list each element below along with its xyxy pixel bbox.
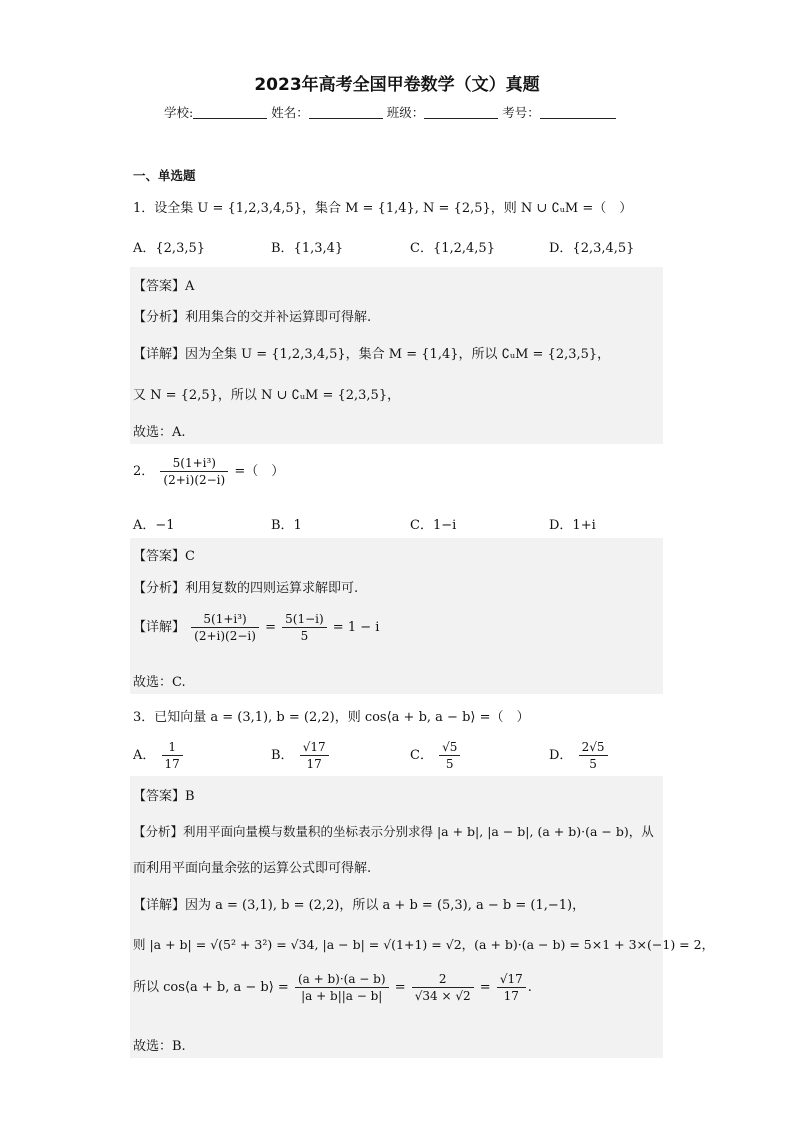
q3-option-b-fraction [300, 740, 329, 771]
q1-option-a: A．{2,3,5} [133, 241, 206, 256]
school-label: 学校: [164, 105, 194, 120]
class-blank[interactable] [424, 104, 498, 119]
q3-option-c-label: C． [410, 748, 433, 763]
q3-detail-den-1: |a + b||a − b| [301, 989, 383, 1003]
equals-sign: = [265, 620, 276, 635]
equals-sign: = [479, 980, 491, 995]
q3-detail-1: 【详解】因为 a = (3,1), b = (2,2)，所以 a + b = (5,3), a − b = (1,−1)， [133, 898, 586, 913]
q3-detail-num-2: 2 [412, 972, 474, 988]
q3-analysis-2: 而利用平面向量余弦的运算公式即可得解. [133, 861, 372, 876]
q3-option-a-den: 17 [164, 757, 180, 771]
q3-analysis-1: 【分析】利用平面向量模与数量积的坐标表示分别求得 |a + b|, |a − b|, (a + b)·(a − b)，从 [133, 824, 654, 839]
section-heading: 一、单选题 [133, 168, 196, 183]
q3-detail-den-3: 17 [503, 989, 519, 1003]
class-label: 班级： [386, 105, 425, 120]
q1-option-b: B．{1,3,4} [271, 241, 344, 256]
q2-fraction-denominator: (2+i)(2−i) [163, 473, 226, 487]
q1-option-d: D．{2,3,4,5} [549, 241, 635, 256]
q2-detail-result: = 1 − i [332, 620, 380, 635]
q3-option-b [271, 740, 331, 771]
q3-detail-3-prefix: 所以 cos⟨a + b, a − b⟩ = [133, 980, 289, 995]
q2-answer: 【答案】C [133, 549, 195, 564]
q3-option-c-num: √5 [439, 740, 460, 756]
q3-detail-num-1: (a + b)·(a − b) [295, 972, 389, 988]
q2-stem-tail: =（ ） [234, 464, 285, 479]
q3-option-d-label: D． [549, 748, 573, 763]
q2-option-d: D．1+i [549, 518, 596, 533]
q3-detail-3 [133, 972, 532, 1003]
equals-sign: = [394, 980, 406, 995]
q3-option-d-fraction [579, 740, 608, 771]
q3-detail-3-period: . [527, 980, 532, 995]
q3-detail-den-2: √34 × √2 [414, 989, 471, 1003]
q2-detail-num-1: 5(1+i³) [191, 612, 259, 628]
page-title: 2023年高考全国甲卷数学（文）真题 [254, 75, 540, 95]
q3-option-d [549, 740, 610, 771]
q2-number: 2． [133, 464, 155, 479]
q3-option-c-fraction [439, 740, 460, 771]
q3-option-c-den: 5 [445, 757, 454, 771]
q2-detail [133, 612, 379, 643]
q3-option-a-fraction [162, 740, 183, 771]
q3-stem: 3．已知向量 a = (3,1), b = (2,2)，则 cos⟨a + b, a − b⟩ =（ ） [133, 710, 530, 725]
q3-option-c [410, 740, 462, 771]
q1-detail-2: 又 N = {2,5}，所以 N ∪ ∁ᵤM = {2,3,5}， [133, 388, 401, 403]
q3-option-a [133, 740, 185, 771]
q3-option-a-label: A． [133, 748, 156, 763]
q3-detail-num-3: √17 [497, 972, 526, 988]
q1-choice: 故选：A. [133, 425, 186, 440]
q1-answer: 【答案】A [133, 279, 195, 294]
q3-option-b-num: √17 [300, 740, 329, 756]
q2-detail-den-2: 5 [300, 629, 309, 643]
name-blank[interactable] [309, 104, 383, 119]
q3-choice: 故选：B. [133, 1039, 186, 1054]
q3-option-d-num: 2√5 [579, 740, 608, 756]
q2-option-c: C．1−i [410, 518, 457, 533]
q3-solution-block [130, 776, 663, 1058]
q1-detail-1: 【详解】因为全集 U = {1,2,3,4,5}，集合 M = {1,4}，所以 ∁ᵤM = {2,3,5}， [133, 347, 611, 362]
q3-answer: 【答案】B [133, 789, 195, 804]
q1-analysis: 【分析】利用集合的交并补运算即可得解. [133, 310, 372, 325]
q2-detail-num-2: 5(1−i) [282, 612, 327, 628]
q2-detail-fraction-1 [191, 612, 259, 643]
q3-detail-fraction-2 [412, 972, 474, 1003]
q1-stem: 1．设全集 U = {1,2,3,4,5}，集合 M = {1,4}, N = {2,5}，则 N ∪ ∁ᵤM =（ ） [133, 201, 633, 216]
q2-detail-den-1: (2+i)(2−i) [194, 629, 256, 643]
q2-detail-fraction-2 [282, 612, 327, 643]
q3-option-a-num: 1 [162, 740, 183, 756]
q2-fraction [160, 456, 228, 487]
q3-option-b-label: B． [271, 748, 294, 763]
q2-fraction-numerator: 5(1+i³) [160, 456, 228, 472]
name-label: 姓名： [271, 105, 309, 120]
q2-option-a: A．−1 [133, 518, 175, 533]
number-label: 考号： [502, 105, 540, 120]
q2-choice: 故选：C. [133, 675, 186, 690]
q3-option-b-den: 17 [306, 757, 322, 771]
number-blank[interactable] [540, 104, 616, 119]
q1-option-c: C．{1,2,4,5} [410, 241, 495, 256]
q3-detail-fraction-1 [295, 972, 389, 1003]
q3-detail-2: 则 |a + b| = √(5² + 3²) = √34, |a − b| = √(1+1) = √2，(a + b)·(a − b) = 5×1 + 3×(−1) = 2， [133, 937, 715, 952]
q3-detail-fraction-3 [497, 972, 526, 1003]
q2-option-b: B．1 [271, 518, 302, 533]
school-blank[interactable] [193, 104, 267, 119]
q2-detail-label: 【详解】 [133, 620, 186, 635]
q2-stem [133, 456, 284, 487]
q3-option-d-den: 5 [589, 757, 597, 771]
q2-analysis: 【分析】利用复数的四则运算求解即可. [133, 581, 359, 596]
student-info-line [164, 103, 616, 121]
